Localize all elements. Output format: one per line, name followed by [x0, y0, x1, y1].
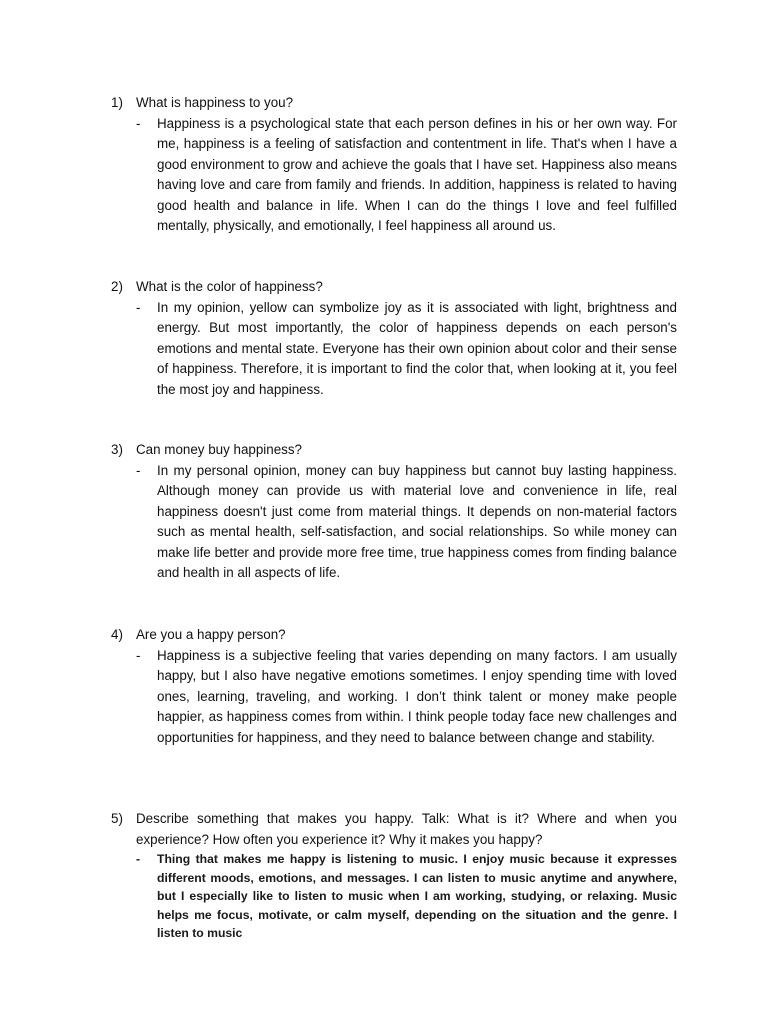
qa-block-2 [111, 277, 677, 400]
question-4 [111, 625, 677, 646]
question-number: 5) [111, 811, 123, 826]
question-number: 4) [111, 627, 123, 642]
answer-text: In my opinion, yellow can symbolize joy as it is associated with light, brightness and energy. But most importantly, the color of happiness depends on each person's emotions and mental state. Everyone has their own opinion about color and their sense of happiness. Therefore, it is important to find the color that, when looking at it, you feel the most joy and happiness. [157, 299, 677, 397]
qa-block-3 [111, 440, 677, 584]
answer-text: Happiness is a psychological state that each person defines in his or her own way. For me, happiness is a feeling of satisfaction and contentment in life. That's when I have a good environment to grow and achieve the goals that I have set. Happiness also means having love and care from family and friends. In addition, happiness is related to having good health and balance in life. When I can do the things I love and feel fulfilled mentally, physically, and emotionally, I feel happiness all around us. [157, 115, 677, 233]
answer-text: Happiness is a subjective feeling that varies depending on many factors. I am usually happy, but I also have negative emotions sometimes. I enjoy spending time with loved ones, learning, traveling, and working. I don’t think talent or money make people happier, as happiness comes from within. I think people today face new challenges and opportunities for happiness, and they need to balance between change and stability. [157, 647, 677, 745]
question-text: What is the color of happiness? [136, 279, 323, 294]
answer-3 [111, 461, 677, 584]
answer-text: Thing that makes me happy is listening to music. I enjoy music because it expresses different moods, emotions, and messages. I can listen to music anytime and anywhere, but I especially like to listen to music when I am working, studying, or relaxing. Music helps me focus, motivate, or calm myself, depending on the situation and the genre. I listen to music [157, 852, 677, 940]
question-3 [111, 440, 677, 461]
answer-5 [111, 850, 677, 940]
qa-block-5 [111, 809, 677, 940]
bullet-dash: - [136, 647, 141, 663]
answer-4 [111, 646, 677, 749]
question-text: What is happiness to you? [136, 95, 294, 110]
bullet-dash: - [136, 115, 141, 131]
question-5 [111, 809, 677, 850]
answer-1 [111, 114, 677, 237]
qa-block-1 [111, 93, 677, 237]
bullet-dash: - [136, 462, 141, 478]
question-2 [111, 277, 677, 298]
question-number: 1) [111, 95, 123, 110]
question-text: Are you a happy person? [136, 627, 286, 642]
question-1 [111, 93, 677, 114]
answer-text: In my personal opinion, money can buy happiness but cannot buy lasting happiness. Although money can provide us with material love and convenience in life, real happiness doesn't just come from material things. It depends on non-material factors such as mental health, self-satisfaction, and social relationships. So while money can make life better and provide more free time, true happiness comes from finding balance and health in all aspects of life. [157, 462, 677, 580]
qa-block-4 [111, 625, 677, 748]
question-number: 2) [111, 279, 123, 294]
answer-2 [111, 298, 677, 401]
question-text: Describe something that makes you happy. Talk: What is it? Where and when you experience? How often you experience it? Why it makes you happy? [136, 811, 677, 847]
question-number: 3) [111, 442, 123, 457]
question-text: Can money buy happiness? [136, 442, 303, 457]
bullet-dash: - [136, 299, 141, 315]
bullet-dash: - [136, 852, 141, 866]
